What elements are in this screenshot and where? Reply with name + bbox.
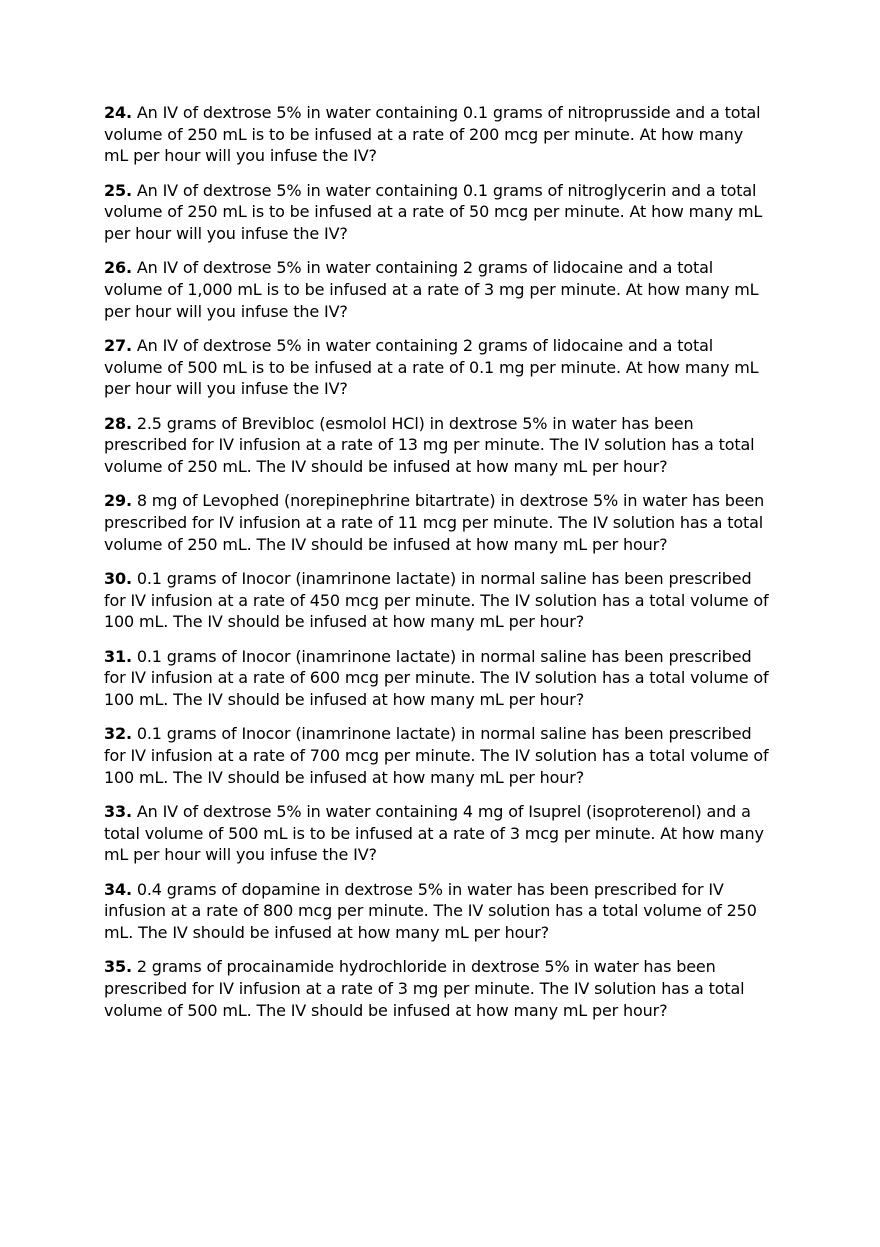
problem-line <box>104 434 804 456</box>
problem-text: An IV of dextrose 5% in water containing 2 grams of lidocaine and a total <box>136 336 714 356</box>
problem-text: per hour will you infuse the IV? <box>104 379 348 399</box>
problem-text: for IV infusion at a rate of 700 mcg per minute. The IV solution has a total volume of <box>104 745 769 765</box>
problem-line <box>104 279 804 301</box>
problem-line <box>104 900 804 922</box>
problem-text: per hour will you infuse the IV? <box>104 301 348 321</box>
problem-27 <box>104 335 804 400</box>
problem-number: 29. <box>104 491 132 511</box>
problem-line <box>104 512 804 534</box>
problem-26 <box>104 257 804 322</box>
problem-text: mL. The IV should be infused at how many mL per hour? <box>104 922 550 942</box>
problem-line <box>104 590 804 612</box>
problem-text: 100 mL. The IV should be infused at how many mL per hour? <box>104 612 585 632</box>
problem-line <box>104 723 804 745</box>
problem-text: 8 mg of Levophed (norepinephrine bitartrate) in dextrose 5% in water has been <box>136 491 765 511</box>
problem-line <box>104 413 804 435</box>
problem-line <box>104 124 804 146</box>
problem-text: volume of 500 mL is to be infused at a rate of 0.1 mg per minute. At how many mL <box>104 357 759 377</box>
problem-29 <box>104 490 804 555</box>
problem-line <box>104 257 804 279</box>
problem-text: volume of 250 mL is to be infused at a rate of 200 mcg per minute. At how many <box>104 124 744 144</box>
problem-line <box>104 667 804 689</box>
problem-line <box>104 378 804 400</box>
problem-text: mL per hour will you infuse the IV? <box>104 845 377 865</box>
problem-number: 30. <box>104 569 132 589</box>
problem-31 <box>104 646 804 711</box>
problem-text: 2 grams of procainamide hydrochloride in dextrose 5% in water has been <box>136 957 716 977</box>
problem-text: volume of 250 mL is to be infused at a rate of 50 mcg per minute. At how many mL <box>104 202 763 222</box>
problem-34 <box>104 879 804 944</box>
problem-text: mL per hour will you infuse the IV? <box>104 146 377 166</box>
problem-line <box>104 568 804 590</box>
problem-line <box>104 145 804 167</box>
problem-text: per hour will you infuse the IV? <box>104 223 348 243</box>
problem-number: 34. <box>104 879 132 899</box>
problem-28 <box>104 413 804 478</box>
problem-25 <box>104 180 804 245</box>
problem-text: for IV infusion at a rate of 450 mcg per minute. The IV solution has a total volume of <box>104 590 769 610</box>
problem-line <box>104 879 804 901</box>
problem-text: prescribed for IV infusion at a rate of 13 mg per minute. The IV solution has a total <box>104 435 755 455</box>
problem-line <box>104 611 804 633</box>
problem-text: volume of 1,000 mL is to be infused at a rate of 3 mg per minute. At how many mL <box>104 279 759 299</box>
problem-number: 31. <box>104 646 132 666</box>
problem-text: volume of 500 mL. The IV should be infused at how many mL per hour? <box>104 1000 668 1020</box>
problem-text: prescribed for IV infusion at a rate of 11 mcg per minute. The IV solution has a total <box>104 512 764 532</box>
problem-line <box>104 922 804 944</box>
problem-line <box>104 534 804 556</box>
problem-text: An IV of dextrose 5% in water containing 0.1 grams of nitroglycerin and a total <box>136 180 757 200</box>
problem-line <box>104 689 804 711</box>
problem-line <box>104 456 804 478</box>
problem-line <box>104 180 804 202</box>
problem-number: 26. <box>104 258 132 278</box>
problem-line <box>104 335 804 357</box>
problem-line <box>104 978 804 1000</box>
problem-number: 24. <box>104 103 132 122</box>
problem-24 <box>104 102 804 167</box>
problem-line <box>104 490 804 512</box>
problem-line <box>104 301 804 323</box>
problem-text: 100 mL. The IV should be infused at how many mL per hour? <box>104 689 585 709</box>
problem-line <box>104 201 804 223</box>
document-page <box>104 102 804 1034</box>
problem-text: An IV of dextrose 5% in water containing 0.1 grams of nitroprusside and a total <box>136 103 761 122</box>
problem-text: An IV of dextrose 5% in water containing 4 mg of Isuprel (isoproterenol) and a <box>136 802 751 822</box>
problem-text: volume of 250 mL. The IV should be infused at how many mL per hour? <box>104 456 668 476</box>
problem-line <box>104 1000 804 1022</box>
problem-line <box>104 357 804 379</box>
problem-text: 0.1 grams of Inocor (inamrinone lactate) in normal saline has been prescribed <box>136 569 752 589</box>
problem-number: 25. <box>104 180 132 200</box>
problem-text: An IV of dextrose 5% in water containing 2 grams of lidocaine and a total <box>136 258 714 278</box>
problem-text: 0.1 grams of Inocor (inamrinone lactate) in normal saline has been prescribed <box>136 646 752 666</box>
problem-line <box>104 823 804 845</box>
problem-text: infusion at a rate of 800 mcg per minute. The IV solution has a total volume of 250 <box>104 901 757 921</box>
problem-line <box>104 646 804 668</box>
problem-text: prescribed for IV infusion at a rate of 3 mg per minute. The IV solution has a total <box>104 978 745 998</box>
problem-number: 33. <box>104 802 132 822</box>
problem-number: 32. <box>104 724 132 744</box>
problem-text: 0.1 grams of Inocor (inamrinone lactate) in normal saline has been prescribed <box>136 724 752 744</box>
problem-text: 100 mL. The IV should be infused at how many mL per hour? <box>104 767 585 787</box>
problem-line <box>104 801 804 823</box>
problem-line <box>104 956 804 978</box>
problem-number: 27. <box>104 336 132 356</box>
problem-35 <box>104 956 804 1021</box>
problem-line <box>104 745 804 767</box>
problem-line <box>104 767 804 789</box>
problem-line <box>104 223 804 245</box>
problem-30 <box>104 568 804 633</box>
problem-number: 35. <box>104 957 132 977</box>
problem-text: volume of 250 mL. The IV should be infused at how many mL per hour? <box>104 534 668 554</box>
problem-32 <box>104 723 804 788</box>
problem-text: 2.5 grams of Brevibloc (esmolol HCl) in dextrose 5% in water has been <box>136 413 694 433</box>
problem-text: for IV infusion at a rate of 600 mcg per minute. The IV solution has a total volume of <box>104 668 769 688</box>
problem-text: 0.4 grams of dopamine in dextrose 5% in water has been prescribed for IV <box>136 879 724 899</box>
problem-line <box>104 844 804 866</box>
problem-33 <box>104 801 804 866</box>
problem-number: 28. <box>104 413 132 433</box>
problem-text: total volume of 500 mL is to be infused at a rate of 3 mcg per minute. At how many <box>104 823 764 843</box>
problem-line <box>104 102 804 124</box>
